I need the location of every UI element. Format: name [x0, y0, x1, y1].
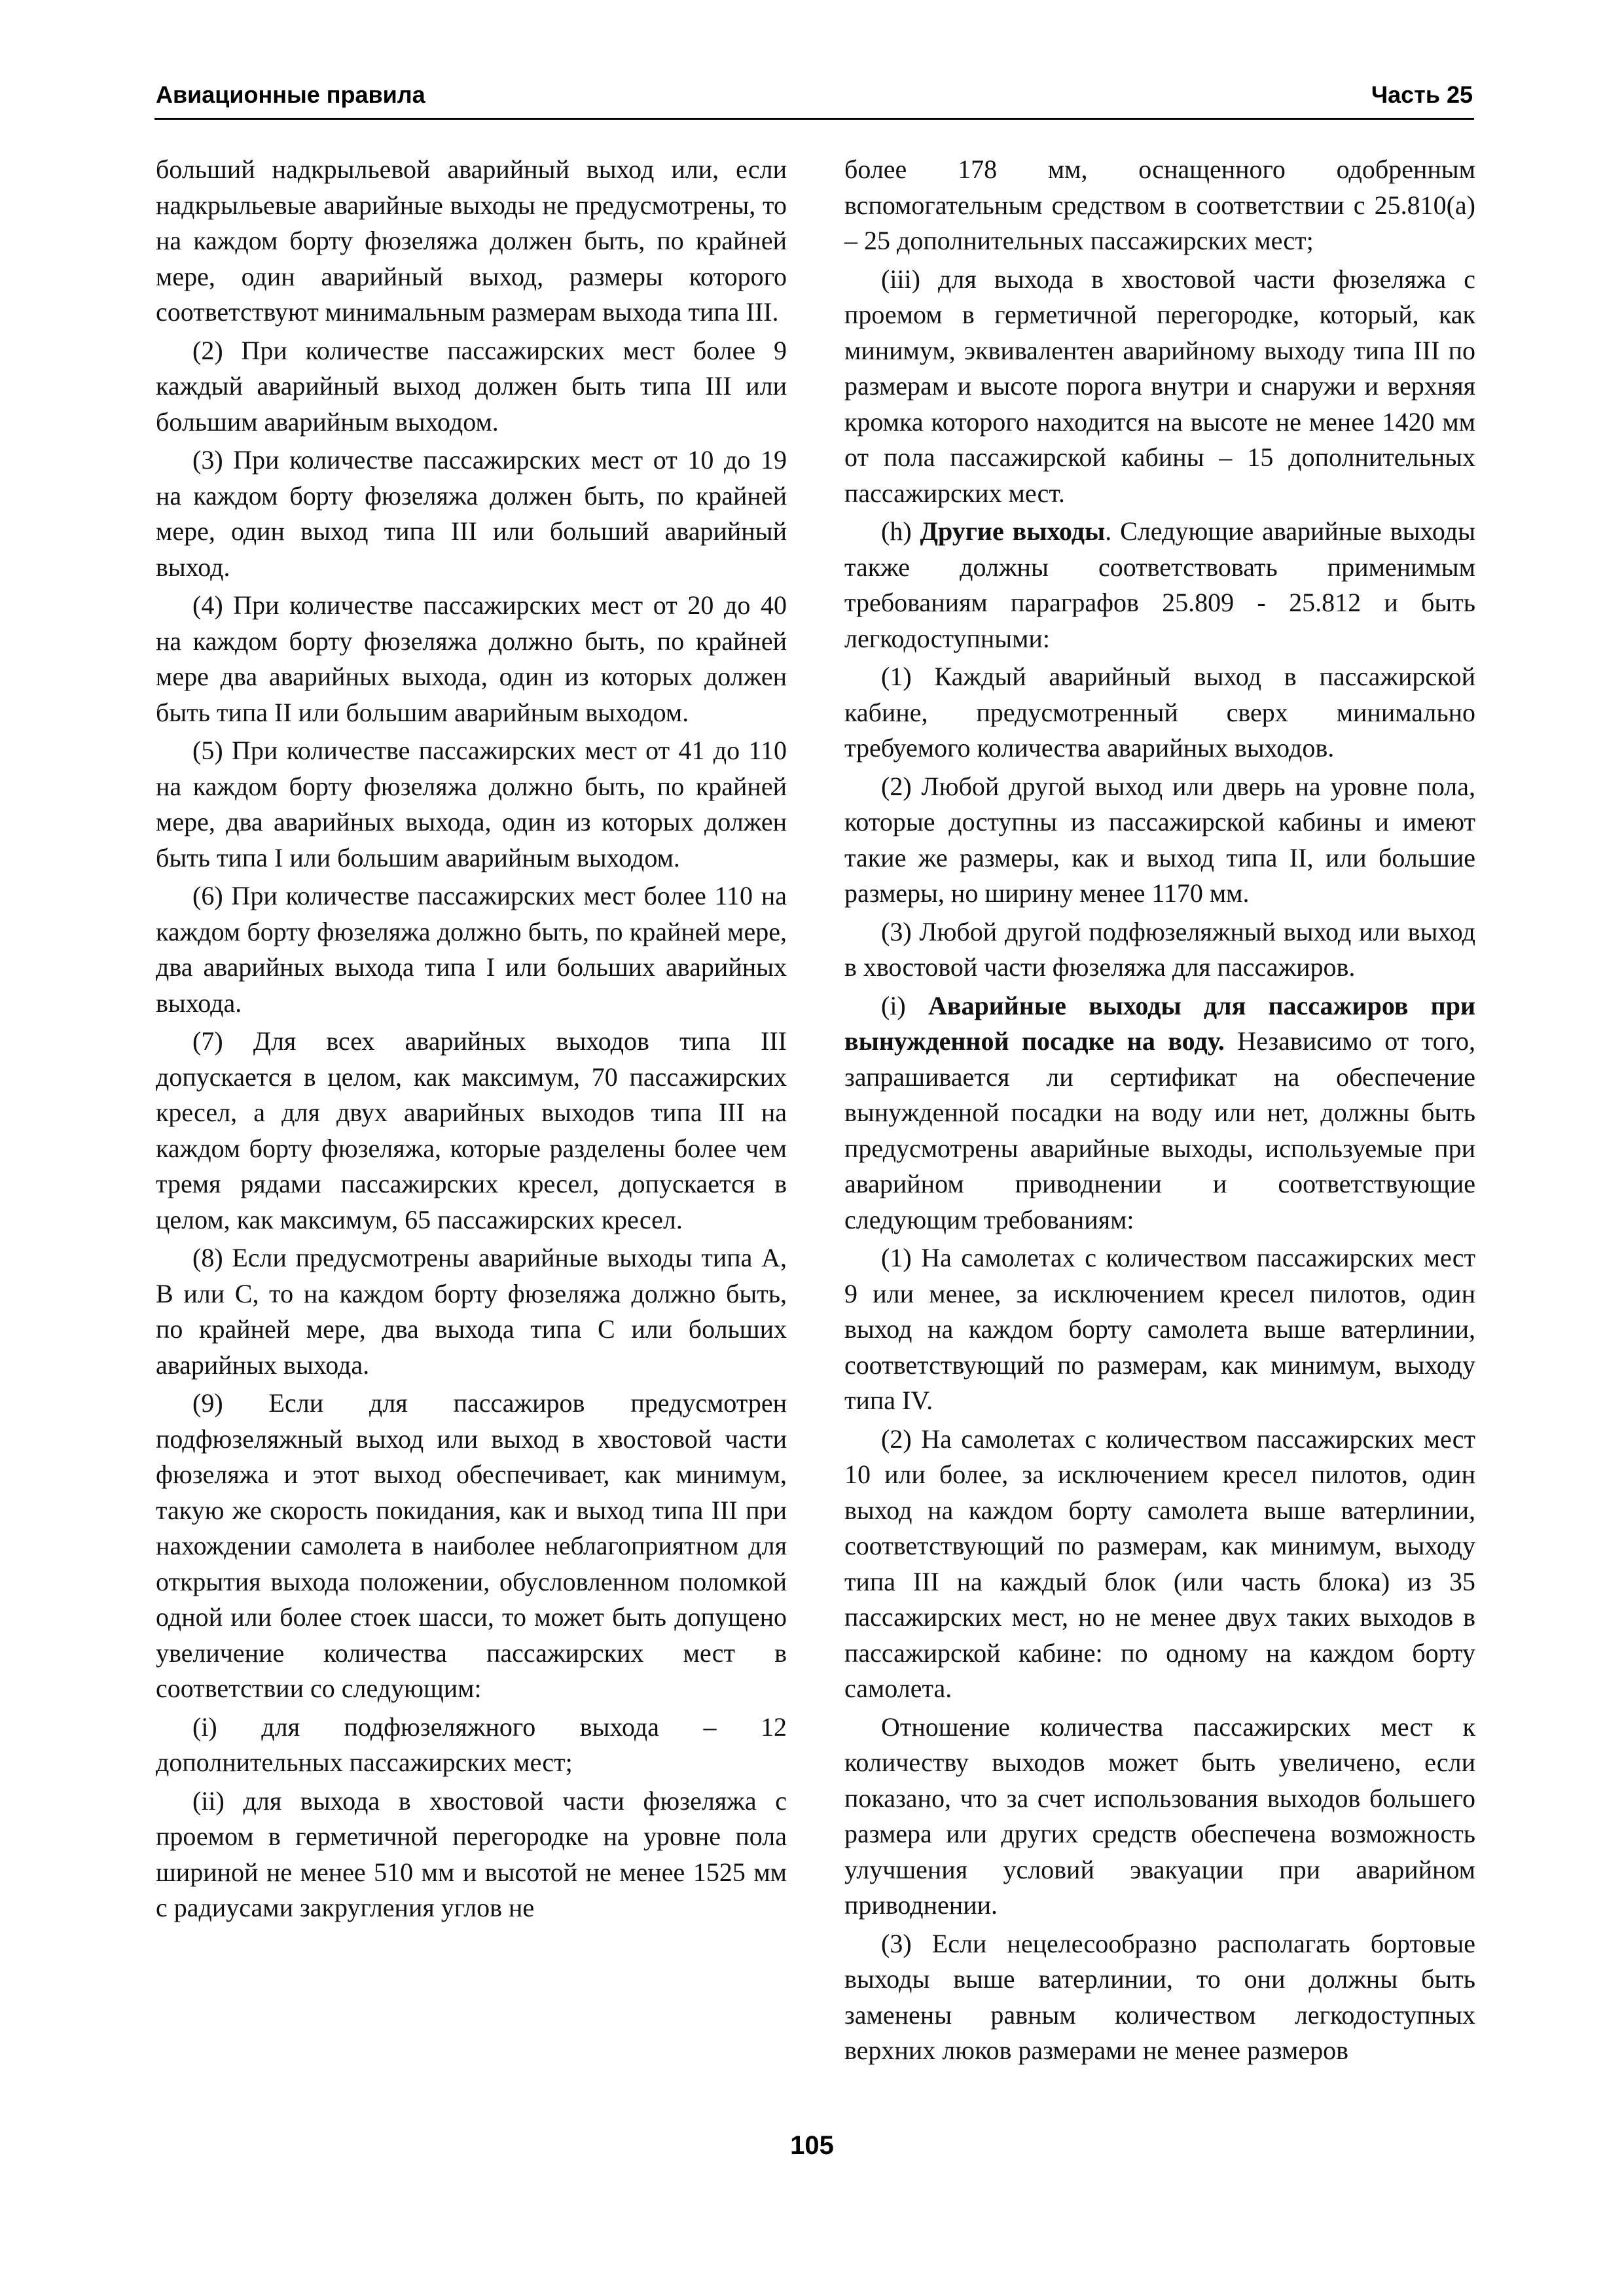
section-i-text: Независимо от того, запрашивается ли сертификат на обеспечение вынужденной посадки на воду или нет, должны быть предусмотрены аварийные выходы, используемые при аварийном приводнении и соответствующие следующим требованиям: [844, 1026, 1476, 1234]
paragraph: (i) для подфюзеляжного выхода – 12 дополнительных пассажирских мест; [156, 1712, 787, 1777]
paragraph: (3) При количестве пассажирских мест от 10 до 19 на каждом борту фюзеляжа должен быть, по крайней мере, один выход типа III или больший аварийный выход. [156, 445, 787, 582]
paragraph: (5) При количестве пассажирских мест от 41 до 110 на каждом борту фюзеляжа должно быть, по крайней мере, два аварийных выхода, один из которых должен быть типа I или большим аварийным выходом. [156, 736, 787, 872]
paragraph: (iii) для выхода в хвостовой части фюзеляжа с проемом в герметичной перегородке, который, как минимум, эквивалентен аварийному выходу типа III по размерам и высоте порога внутри и снаружи и верхняя кромка которого находится на высоте не менее 1420 мм от пола пассажирской кабины – 15 дополнительных пассажирских мест. [844, 264, 1475, 508]
running-header [154, 76, 1474, 120]
paragraph: (ii) для выхода в хвостовой части фюзеляжа с проемом в герметичной перегородке на уровне пола шириной не менее 510 мм и высотой не менее 1525 мм с радиусами закругления углов не [156, 1785, 787, 1922]
section-h-text: . Следующие аварийные выходы также должны соответствовать применимым требованиям параграфов 25.809 - 25.812 и быть легкодоступными: [844, 516, 1476, 653]
paragraph: (1) На самолетах с количеством пассажирских мест 9 или менее, за исключением кресел пилотов, один выход на каждом борту самолета выше ватерлинии, соответствующий по размерам, как минимум, выходу типа IV. [844, 1243, 1475, 1415]
paragraph: (4) При количестве пассажирских мест от 20 до 40 на каждом борту фюзеляжа должно быть, по крайней мере два аварийных выхода, один из которых должен быть типа II или большим аварийным выходом. [156, 590, 787, 727]
paragraph: (7) Для всех аварийных выходов типа III допускается в целом, как максимум, 70 пассажирских кресел, а для двух аварийных выходов типа III на каждом борту фюзеляжа, которые разделены более чем тремя рядами пассажирских кресел, допускается в целом, как максимум, 65 пассажирских кресел. [156, 1026, 787, 1234]
paragraph: (9) Если для пассажиров предусмотрен подфюзеляжный выход или выход в хвостовой части фюзеляжа и этот выход обеспечивает, как минимум, такую же скорость покидания, как и выход типа III при нахождении самолета в наиболее неблагоприятном для открытия выхода положении, обусловленном поломкой одной или более стоек шасси, то может быть допущено увеличение количества пассажирских мест в соответствии со следующим: [156, 1388, 787, 1703]
section-h-heading: Другие выходы [920, 516, 1106, 546]
paragraph: (1) Каждый аварийный выход в пассажирской кабине, предусмотренный сверх минимально требуемого количества аварийных выходов. [844, 662, 1475, 762]
paragraph: (8) Если предусмотрены аварийные выходы типа А, В или С, то на каждом борту фюзеляжа должно быть, по крайней мере, два выхода типа С или больших аварийных выхода. [156, 1243, 787, 1380]
right-column [844, 152, 1475, 2072]
section-i-heading: Аварийные выходы для пассажиров при вынужденной посадке на воду. [844, 990, 1475, 1056]
section-i [844, 988, 1475, 1238]
paragraph: (2) При количестве пассажирских мест более 9 каждый аварийный выход должен быть типа III или большим аварийным выходом. [156, 335, 787, 437]
paragraph: более 178 мм, оснащенного одобренным вспомогательным средством в соответствии с 25.810(a) – 25 дополнительных пассажирских мест; [844, 154, 1475, 255]
section-h-label: (h) [881, 516, 912, 546]
page-number: 105 [790, 2131, 834, 2160]
left-column [156, 152, 787, 1929]
header-title: Авиационные правила [156, 81, 425, 108]
paragraph: (2) Любой другой выход или дверь на уровне пола, которые доступны из пассажирской кабины и имеют такие же размеры, как и выход типа II, или большие размеры, но ширину менее 1170 мм. [844, 771, 1475, 908]
paragraph: (6) При количестве пассажирских мест более 110 на каждом борту фюзеляжа должно быть, по крайней мере, два аварийных выхода типа I или больших аварийных выхода. [156, 881, 787, 1018]
section-h [844, 514, 1475, 656]
header-part: Часть 25 [1371, 81, 1473, 108]
paragraph: Отношение количества пассажирских мест к количеству выходов может быть увеличено, если показано, что за счет использования выходов большего размера или других средств обеспечена возможность улучшения условий эвакуации при аварийном приводнении. [844, 1712, 1475, 1920]
section-i-label: (i) [881, 990, 906, 1020]
paragraph: (3) Если нецелесообразно располагать бортовые выходы выше ватерлинии, то они должны быть заменены равным количеством легкодоступных верхних люков размерами не менее размеров [844, 1928, 1475, 2065]
paragraph: (2) На самолетах с количеством пассажирских мест 10 или более, за исключением кресел пилотов, один выход на каждом борту самолета выше ватерлинии, соответствующий по размерам, как минимум, выходу типа III на каждый блок (или часть блока) из 35 пассажирских мест, но не менее двух таких выходов в пассажирской кабине: по одному на каждом борту самолета. [844, 1424, 1475, 1703]
paragraph: больший надкрыльевой аварийный выход или, если надкрыльевые аварийные выходы не предусмотрены, то на каждом борту фюзеляжа должен быть, по крайней мере, один аварийный выход, размеры которого соответствуют минимальным размерам выхода типа III. [156, 154, 787, 327]
paragraph: (3) Любой другой подфюзеляжный выход или выход в хвостовой части фюзеляжа для пассажиров. [844, 916, 1475, 982]
